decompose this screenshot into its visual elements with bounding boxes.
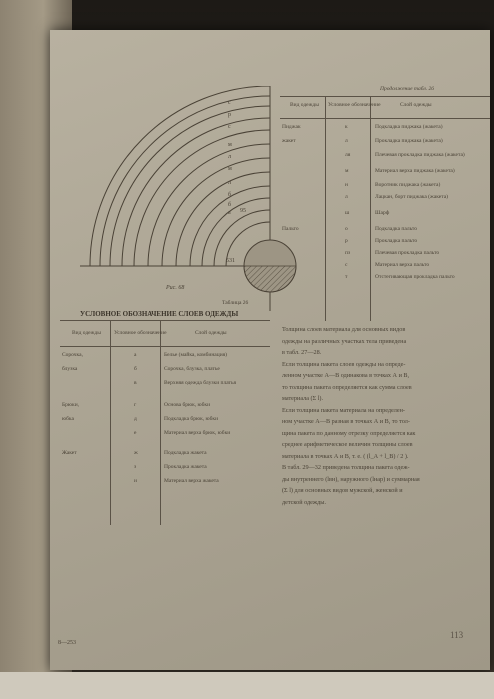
page-number: 113 <box>450 630 464 640</box>
body-text-line: материала (Σ l). <box>282 395 324 402</box>
cont-row-layer: Лацкан, борт пиджака (жакета) <box>375 194 448 200</box>
table-row-code: е <box>134 430 137 436</box>
cont-row-layer: Отстегивающая прокладка пальто <box>375 274 455 280</box>
cont-row-code: пз <box>345 250 351 256</box>
table-row-layer: Материал верха брюк, юбки <box>164 430 231 436</box>
cont-header-code: Условное обозначение <box>328 102 381 108</box>
table-header-kind: Вид одежды <box>72 330 101 336</box>
body-text-line: ды внутреннего (lвн), наружного (lнар) и суммарная <box>282 475 420 483</box>
body-text-line: то толщина пакета определяется как сумма слоев <box>282 383 412 391</box>
table-number: Таблица 26 <box>222 300 249 306</box>
cont-row-layer: Подкладка пальто <box>375 226 417 232</box>
table-row-code: а <box>134 352 137 358</box>
cont-row-code: о <box>345 226 348 232</box>
figure-caption: Рис. 68 <box>166 285 185 291</box>
table-row-layer: Основа брюк, юбки <box>164 402 211 408</box>
table-title: УСЛОВНОЕ ОБОЗНАЧЕНИЕ СЛОЕВ ОДЕЖДЫ <box>80 310 239 318</box>
cont-row-code: л <box>345 194 348 200</box>
fig-label-6: м <box>228 166 232 172</box>
cont-row-layer: Материал верха пальто <box>375 262 430 268</box>
cont-row-layer: Шарф <box>375 210 390 216</box>
table-col-1 <box>110 320 111 525</box>
cont-row-layer: Прокладка пальто <box>375 238 418 244</box>
body-text-line: одежды на различных участках тела приведена <box>282 337 407 345</box>
table-row-kind: юбка <box>62 416 74 422</box>
body-text-line: ленном участке А—В одинакова в точках А и В, <box>282 372 410 379</box>
table-row-code: б <box>134 366 137 372</box>
body-text-line: Если толщина пакета слоев одежды на опреде- <box>282 360 406 368</box>
cont-row-kind: жакет <box>282 138 296 144</box>
body-text-line: детской одежды. <box>282 498 327 506</box>
body-text-line: В табл. 29—32 приведена толщина пакета одеж- <box>282 464 410 471</box>
cont-table-col-1 <box>325 96 326 321</box>
cont-row-layer: Плечевая прокладка пальто <box>375 250 440 256</box>
cont-row-code: л <box>345 138 348 144</box>
fig-label-2: р <box>228 112 231 118</box>
book-page <box>50 30 490 670</box>
continuation-header: Продолжение табл. 26 <box>380 86 435 92</box>
cont-table-rule-head <box>280 118 490 119</box>
table-header-code: Условное обозначение <box>114 330 167 336</box>
table-rule-top <box>60 320 270 321</box>
table-row-code: д <box>134 416 137 422</box>
cont-row-code: м <box>345 168 349 174</box>
body-text-line: Если толщина пакета материала на определен- <box>282 406 405 414</box>
fig-label-5: л <box>228 154 231 160</box>
table-row-code: и <box>134 478 137 484</box>
body-text-line: (Σ l) для основных видов мужской, женской и <box>282 487 403 494</box>
cont-row-code: к <box>345 124 348 130</box>
body-text-line: материала в точках А и В, т. е. ( (l_A + l_B) / 2 ). <box>282 452 409 460</box>
body-text-line: в табл. 27—28. <box>282 349 322 356</box>
table-row-layer: Материал верха жакета <box>164 478 219 484</box>
table-row-layer: Подкладка жакета <box>164 450 207 456</box>
cont-row-code: т <box>345 274 348 280</box>
fig-label-1: с <box>228 100 231 106</box>
bottom-strip <box>0 672 494 699</box>
table-header-layer: Слой одежды <box>195 330 227 336</box>
cont-row-code: н <box>345 182 348 188</box>
fig-label-9: б <box>228 202 232 208</box>
table-rule-head <box>60 346 270 347</box>
table-row-code: з <box>134 464 137 470</box>
table-row-layer: Белье (майка, комбинация) <box>164 352 228 358</box>
table-row-kind: блузка <box>62 366 78 372</box>
table-row-kind: Жакет <box>62 450 77 456</box>
table-row-code: в <box>134 380 137 386</box>
cont-row-code: ля <box>345 152 351 158</box>
fig-label-3: с <box>228 124 231 130</box>
cont-row-kind: Пиджак <box>282 124 301 130</box>
table-col-2 <box>160 320 161 525</box>
fig-label-12: 531 <box>226 258 235 264</box>
cont-row-code: с <box>345 262 348 268</box>
cont-row-layer: Материал верха пиджака (жакета) <box>375 168 455 174</box>
table-row-code: ж <box>134 450 138 456</box>
cont-row-code: р <box>345 238 348 244</box>
table-row-kind: Брюки, <box>62 402 80 408</box>
footer-code: 8—253 <box>58 640 76 646</box>
cont-row-layer: Подкладка пиджака (жакета) <box>375 124 443 130</box>
table-row-layer: Прокладка жакета <box>164 464 207 470</box>
body-text-line: среднее арифметическое величин толщины слоев <box>282 441 413 448</box>
cont-header-kind: Вид одежды <box>290 102 319 108</box>
table-row-kind: Сорочка, <box>62 352 83 358</box>
table-row-code: г <box>134 402 137 408</box>
cont-table-rule-top <box>280 96 490 97</box>
layers-figure <box>80 86 310 326</box>
fig-label-11: 95 <box>240 208 246 214</box>
table-row-layer: Подкладка брюк, юбки <box>164 416 219 422</box>
cont-header-layer: Слой одежды <box>400 102 432 108</box>
fig-label-10: а <box>228 210 231 216</box>
fig-label-7: л <box>228 180 231 186</box>
cont-table-col-2 <box>370 96 371 321</box>
table-row-layer: Верхняя одежда блузки платья <box>164 380 236 386</box>
body-text-line: ном участке А—В разная в точках А и В, то тол- <box>282 418 410 425</box>
body-text-line: Толщина слоев материала для основных видов <box>282 326 406 333</box>
fig-label-4: м <box>228 142 232 148</box>
cont-row-kind: Пальто <box>282 226 299 232</box>
fig-label-8: б <box>228 192 232 198</box>
cont-row-code: ш <box>345 210 350 216</box>
cont-row-layer: Воротник пиджака (жакета) <box>375 182 441 188</box>
cont-row-layer: Прокладка пиджака (жакета) <box>375 138 443 144</box>
table-row-layer: Сорочка, блузка, платье <box>164 366 220 372</box>
cont-row-layer: Плечевая прокладка пиджака (жакета) <box>375 152 465 158</box>
body-text-line: щина пакета по данному отрезку определяется как <box>282 429 416 437</box>
